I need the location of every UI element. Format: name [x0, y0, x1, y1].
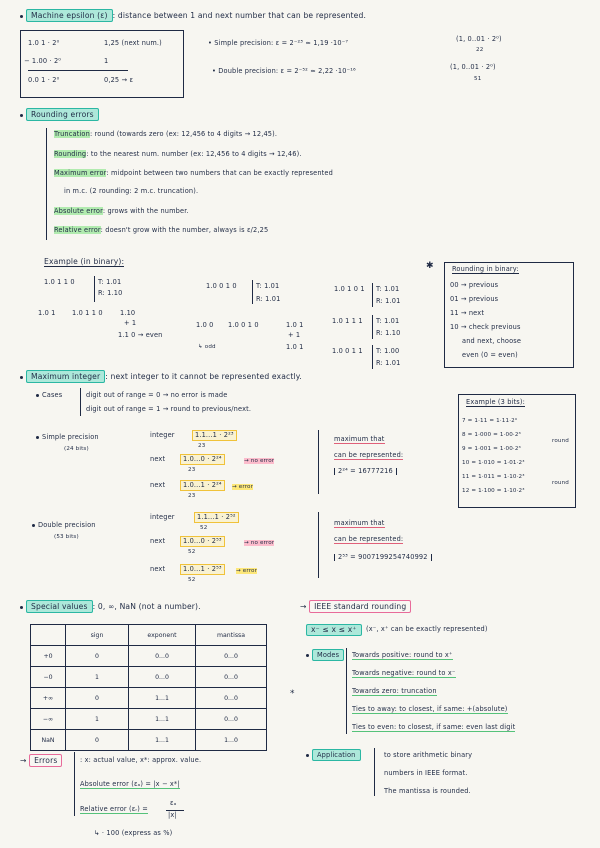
- ex2-odd: ↳ odd: [198, 344, 216, 350]
- sp-integer-value: 1.1...1 · 2²³: [192, 430, 237, 441]
- ex1-divider: [94, 276, 95, 302]
- sp-max-title: maximum that: [334, 435, 385, 443]
- rounding-truncation-text: : round (towards zero (ex: 12,456 to 4 digits → 12,45).: [89, 130, 278, 138]
- three-bits-round-a: round: [552, 438, 569, 444]
- rounding-absolute: [54, 208, 189, 215]
- sp-next-value: 1.0...0 · 2²⁴: [180, 454, 225, 465]
- table-cell: 0: [66, 688, 129, 709]
- ex3-rounded-b: R: 1.10: [376, 329, 401, 337]
- epsilon-calc-line1: 1.0 1 · 2⁰: [28, 39, 60, 47]
- rounding-binary-line: 01 → previous: [450, 295, 499, 303]
- ex1-even: 1.1 0 → even: [118, 331, 163, 339]
- double-precision-text: Double precision: [38, 521, 96, 529]
- bullet-dot: [36, 394, 39, 397]
- table-cell: 0...0: [196, 688, 267, 709]
- ex2-plus: + 1: [288, 331, 301, 339]
- ex1-rounded: R: 1.10: [98, 289, 123, 297]
- bullet-dot: [32, 524, 35, 527]
- errors-desc: : x: actual value, x*: approx. value.: [80, 756, 202, 764]
- rounding-truncation-label: Truncation: [54, 130, 90, 138]
- errors-relative-text: Relative error (εᵣ) =: [80, 805, 148, 813]
- ex3-number-c: 1.0 0 1 1: [332, 347, 363, 355]
- ieee-modes-label: [306, 652, 344, 659]
- three-bits-line: 7 = 1·11 = 1·11·2⁰: [462, 418, 518, 424]
- ex3-divider-a: [372, 283, 373, 307]
- table-cell: 0...0: [129, 646, 196, 667]
- ex3-truncated-a: T: 1.01: [376, 285, 400, 293]
- table-cell: 0...0: [129, 667, 196, 688]
- rounding-max-error-cont-text: in m.c. (2 rounding: 2 m.c. truncation).: [64, 187, 199, 195]
- simple-precision-bits: (24 bits): [64, 446, 89, 452]
- table-cell: NaN: [31, 730, 66, 751]
- rounding-binary-line: 11 → next: [450, 309, 485, 317]
- max-integer-title: Maximum integer: [26, 370, 105, 383]
- sp-next2-value: 1.0...1 · 2²⁴: [180, 480, 225, 491]
- sp-bracket: [318, 430, 319, 494]
- ex3-divider-c: [372, 345, 373, 369]
- rounding-rounding-text: : to the nearest num. number (ex: 12,456 to 4 digits → 12,46).: [86, 150, 302, 158]
- epsilon-double-text: • Double precision: ε = 2⁻⁵² ≈ 2,22 ·10⁻¹⁶: [212, 67, 356, 75]
- special-values-title: Special values: [26, 600, 93, 613]
- table-header-row: [31, 625, 267, 646]
- three-bits-line: 8 = 1·000 = 1·00·2³: [462, 432, 521, 438]
- ex3-number-b: 1.0 1 1 1: [332, 317, 363, 325]
- rounding-binary-line: 10 → check previous: [450, 323, 521, 331]
- machine-epsilon-title: Machine epsilon (ε): [26, 9, 113, 22]
- ieee-mode-text: Ties to away: to closest, if same: +(absolute): [352, 705, 508, 713]
- ieee-title: IEEE standard rounding: [309, 600, 411, 613]
- table-header-cell: mantissa: [196, 625, 267, 646]
- rounding-absolute-text: : grows with the number.: [102, 207, 189, 215]
- ieee-formula: x⁻ ≤ x ≤ x⁺: [306, 624, 362, 636]
- rounding-relative-text: : doesn't grow with the number, always is ε/2,25: [100, 226, 269, 234]
- ieee-mode-text: Towards zero: truncation: [352, 687, 437, 695]
- machine-epsilon-definition: : distance between 1 and next number that can be represented.: [112, 11, 367, 20]
- max-integer-heading: [20, 373, 302, 381]
- ieee-app-label: [306, 752, 361, 759]
- ieee-mode: [352, 706, 508, 713]
- errors-heading: [20, 757, 62, 765]
- sp-next-key: next: [150, 455, 166, 463]
- max-integer-definition: : next integer to it cannot be represented exactly.: [105, 372, 302, 381]
- errors-rel-den: |x|: [168, 811, 177, 819]
- ieee-mode-text: Ties to even: to closest, if same: even last digit: [352, 723, 516, 731]
- rounding-rounding: [54, 151, 302, 158]
- dp-max-value: 2⁵³ = 9007199254740992: [334, 554, 432, 561]
- rounding-binary-line: 00 → previous: [450, 281, 499, 289]
- rounding-max-error: [54, 170, 333, 177]
- bullet-dot: [306, 754, 309, 757]
- arrow-right-icon: →: [20, 756, 30, 765]
- errors-absolute-text: Absolute error (εₐ) = |x − x*|: [80, 780, 180, 788]
- table-row: [31, 688, 267, 709]
- ieee-app-line: numbers in IEEE format.: [384, 769, 468, 777]
- table-cell: 0: [66, 730, 129, 751]
- dp-no-error: → no error: [244, 540, 275, 546]
- application-label: Application: [312, 749, 361, 761]
- rounding-binary-line: and next, choose: [462, 337, 522, 345]
- dp-integer-sub: 52: [200, 525, 208, 531]
- table-cell: 1: [66, 667, 129, 688]
- rounding-binary-title: Rounding in binary:: [452, 265, 519, 273]
- machine-epsilon-heading: [20, 12, 366, 20]
- star-mark: ✱: [426, 261, 434, 271]
- cases-label: Cases: [42, 391, 63, 399]
- ex1-number: 1.0 1 1 0: [44, 278, 75, 286]
- rounding-max-error-cont: [64, 188, 198, 195]
- epsilon-calc-line2: − 1.00 · 2⁰: [24, 57, 62, 65]
- sp-next2-key: next: [150, 481, 166, 489]
- sp-error: → error: [232, 484, 254, 490]
- epsilon-calc-one: 1: [104, 57, 109, 65]
- ieee-formula-note: (x⁻, x⁺ can be exactly represented): [366, 625, 488, 633]
- dp-error: → error: [236, 568, 258, 574]
- epsilon-double: [212, 68, 356, 75]
- ex3-rounded-c: R: 1.01: [376, 359, 401, 367]
- ex1-b: 1.0 1 1 0: [72, 309, 103, 317]
- ex3-divider-b: [372, 315, 373, 339]
- table-header-cell: sign: [66, 625, 129, 646]
- dp-next2-value: 1.0...1 · 2⁵³: [180, 564, 225, 575]
- table-cell: 0: [66, 646, 129, 667]
- epsilon-single-note-sub: 22: [476, 47, 484, 53]
- ex1-plus: + 1: [124, 319, 137, 327]
- ex3-truncated-b: T: 1.01: [376, 317, 400, 325]
- rounding-rounding-label: Rounding: [54, 150, 87, 158]
- sp-max-value: 2²⁴ = 16777216: [334, 468, 397, 475]
- special-values-desc: : 0, ∞, NaN (not a number).: [92, 602, 201, 611]
- errors-bracket: [74, 752, 75, 816]
- table-cell: +0: [31, 646, 66, 667]
- ex3-rounded-a: R: 1.01: [376, 297, 401, 305]
- table-cell: 1: [66, 709, 129, 730]
- sp-integer-sub: 23: [198, 443, 206, 449]
- errors-rel-num: εₐ: [170, 799, 177, 807]
- ex2-number: 1.0 0 1 0: [206, 282, 237, 290]
- dp-next-key: next: [150, 537, 166, 545]
- dp-max-sub: can be represented:: [334, 535, 404, 543]
- table-cell: 0...0: [196, 646, 267, 667]
- ex1-a: 1.0 1: [38, 309, 56, 317]
- three-bits-line: 9 = 1·001 = 1·00·2³: [462, 446, 521, 452]
- double-precision-label: [32, 522, 96, 529]
- dp-integer-value: 1.1...1 · 2⁵²: [194, 512, 239, 523]
- epsilon-calc-result: 0,25 → ε: [104, 76, 134, 84]
- ieee-mode: [352, 688, 437, 695]
- rounding-truncation: [54, 131, 277, 138]
- sp-next2-sub: 23: [188, 493, 196, 499]
- ex3-truncated-c: T: 1.00: [376, 347, 400, 355]
- epsilon-double-note: (1, 0..01 · 2⁰): [450, 63, 496, 71]
- ex2-truncated: T: 1.01: [256, 282, 280, 290]
- dp-bracket: [318, 512, 319, 578]
- epsilon-single-note: (1, 0..01 · 2⁰): [456, 35, 502, 43]
- epsilon-single-text: • Simple precision: ε = 2⁻²³ ≈ 1,19 ·10⁻⁷: [208, 39, 349, 47]
- bullet-dot: [306, 654, 309, 657]
- rounding-bracket: [46, 128, 47, 240]
- table-cell: 1...1: [129, 730, 196, 751]
- epsilon-single: [208, 40, 348, 47]
- epsilon-calc-next: 1,25 (next num.): [104, 39, 162, 47]
- dp-next-value: 1.0...0 · 2⁵³: [180, 536, 225, 547]
- cases-bracket: [80, 388, 81, 416]
- special-values-table: [30, 624, 267, 751]
- sp-next-sub: 23: [188, 467, 196, 473]
- binary-example-title: Example (in binary):: [44, 257, 125, 266]
- ex2-b: 1.0 0 1 0: [228, 321, 259, 329]
- three-bits-title: Example (3 bits):: [466, 398, 525, 406]
- three-bits-line: 10 = 1·010 = 1·01·2³: [462, 460, 525, 466]
- max-integer-cases-label: [36, 392, 62, 399]
- ieee-heading: [300, 603, 411, 611]
- table-header-cell: [31, 625, 66, 646]
- double-precision-bits: (53 bits): [54, 534, 79, 540]
- sp-integer-key: integer: [150, 431, 175, 439]
- rounding-binary-line: even (0 = even): [462, 351, 518, 359]
- table-cell: +∞: [31, 688, 66, 709]
- ieee-mode: [352, 724, 515, 731]
- ieee-app-line: The mantissa is rounded.: [384, 787, 471, 795]
- table-cell: 1...0: [196, 730, 267, 751]
- modes-bracket: [346, 648, 347, 734]
- ieee-mode: [352, 670, 456, 677]
- errors-relative: [80, 806, 148, 813]
- ieee-mode-text: Towards negative: round to x⁻: [352, 669, 456, 677]
- bullet-dot: [36, 436, 39, 439]
- ex2-odd-val: 1.0 1: [286, 343, 304, 351]
- table-row: [31, 667, 267, 688]
- rounding-errors-title: Rounding errors: [26, 108, 99, 121]
- dp-max-title: maximum that: [334, 519, 385, 527]
- modes-label: Modes: [312, 649, 344, 661]
- ex2-rounded: R: 1.01: [256, 295, 281, 303]
- ex3-number-a: 1.0 1 0 1: [334, 285, 365, 293]
- bullet-dot: [20, 376, 23, 379]
- simple-precision-label: [36, 434, 99, 441]
- table-cell: 1...1: [129, 709, 196, 730]
- ex1-c: 1.10: [120, 309, 136, 317]
- special-values-heading: [20, 603, 201, 611]
- table-cell: 0...0: [196, 667, 267, 688]
- rounding-max-error-text: : midpoint between two numbers that can be exactly represented: [106, 169, 333, 177]
- arrow-right-icon: →: [300, 602, 310, 611]
- dp-integer-key: integer: [150, 513, 175, 521]
- rounding-relative-label: Relative error: [54, 226, 101, 234]
- errors-title: Errors: [29, 754, 62, 767]
- table-row: [31, 730, 267, 751]
- table-row: [31, 709, 267, 730]
- sp-max-sub: can be represented:: [334, 451, 404, 459]
- bullet-dot: [20, 114, 23, 117]
- rounding-max-error-label: Maximum error: [54, 169, 107, 177]
- dp-next2-sub: 52: [188, 577, 196, 583]
- table-row: [31, 646, 267, 667]
- max-integer-case1: digit out of range = 0 → no error is made: [86, 391, 228, 399]
- epsilon-calc-rule: [28, 70, 128, 71]
- table-cell: 1...1: [129, 688, 196, 709]
- three-bits-line: 12 = 1·100 = 1·10·2³: [462, 488, 525, 494]
- max-integer-case2: digit out of range = 1 → round to previous/next.: [86, 405, 252, 413]
- bullet-dot: [20, 15, 23, 18]
- epsilon-double-note-sub: 51: [474, 76, 482, 82]
- three-bits-line: 11 = 1·011 = 1·10·2³: [462, 474, 525, 480]
- bullet-dot: [20, 606, 23, 609]
- ex2-a: 1.0 0: [196, 321, 214, 329]
- rounding-relative: [54, 227, 268, 234]
- ex1-truncated: T: 1.01: [98, 278, 122, 286]
- ex2-divider: [252, 280, 253, 304]
- star-mark: *: [290, 689, 295, 699]
- epsilon-calc-line3: 0.0 1 · 2⁰: [28, 76, 60, 84]
- rounding-absolute-label: Absolute error: [54, 207, 103, 215]
- ieee-mode: [352, 652, 453, 659]
- ieee-mode-text: Towards positive: round to x⁺: [352, 651, 453, 659]
- simple-precision-text: Simple precision: [42, 433, 99, 441]
- table-cell: 0...0: [196, 709, 267, 730]
- dp-next-sub: 52: [188, 549, 196, 555]
- three-bits-round-b: round: [552, 480, 569, 486]
- ex2-c: 1.0 1: [286, 321, 304, 329]
- dp-next2-key: next: [150, 565, 166, 573]
- errors-percent: ↳ · 100 (express as %): [94, 829, 173, 837]
- table-cell: −∞: [31, 709, 66, 730]
- errors-absolute: [80, 781, 180, 788]
- table-header-cell: exponent: [129, 625, 196, 646]
- ieee-app-line: to store arithmetic binary: [384, 751, 473, 759]
- app-bracket: [374, 748, 375, 796]
- table-cell: −0: [31, 667, 66, 688]
- sp-no-error: → no error: [244, 458, 275, 464]
- rounding-errors-heading: [20, 111, 99, 119]
